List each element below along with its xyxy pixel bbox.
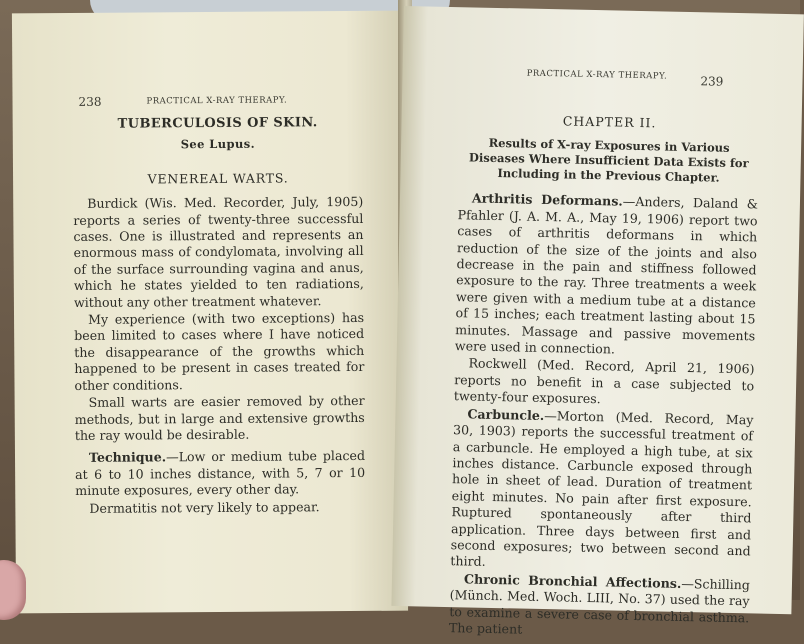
section-subtitle-see-lupus: See Lupus. [180, 137, 256, 152]
right-page-body [449, 111, 760, 643]
entry-carbuncle [450, 406, 753, 576]
left-page-body [73, 115, 366, 517]
entry-chronic-bronchial [449, 571, 750, 643]
entry-arthritis [455, 191, 758, 361]
left-page-number: 238 [78, 94, 102, 109]
chapter-subtitle: Results of X-ray Exposures in Various Diseases Where Insufficient Data Exists for Including in the Previous Chapter. [468, 136, 749, 186]
entry-label: Chronic Bronchial Affections. [463, 571, 682, 591]
section-title-tuberculosis: TUBERCULOSIS OF SKIN. [117, 115, 318, 132]
chapter-title: CHAPTER II. [562, 113, 657, 131]
paragraph-experience: My experience (with two exceptions) has been limited to cases where I have noticed the disappearance of the growths which happened to be present in cases treated for other conditions. [74, 309, 365, 393]
paragraph-technique [75, 448, 365, 499]
paragraph-small-warts: Small warts are easier removed by other methods, but in large and extensive growths the ray would be desirable. [74, 393, 365, 443]
paragraph-burdick: Burdick (Wis. Med. Recorder, July, 1905) reports a series of twenty-three successful cases. One is illustrated and represents an enormous mass of condylomata, involving all of the surface surrounding vagina and anus, which he states yielded to ten radiations, without any other treatment whatever. [73, 194, 364, 310]
technique-label: Technique. [88, 449, 167, 466]
entry-label: Carbuncle. [467, 406, 545, 423]
section-title-venereal-warts: VENEREAL WARTS. [147, 170, 289, 187]
entry-text: —Morton (Med. Record, May 30, 1903) reports the successful treatment of a carbuncle. He employed a high tube, at six inches distance. Carbuncle exposed through hole in sheet of lead. Duration of treatment eight minutes. No pain after first exposure. Ruptured spontaneously after third application. Three days between first and second exposures; two between second and third. [450, 407, 754, 570]
paragraph-dermatitis: Dermatitis not very likely to appear. [89, 498, 320, 516]
right-page [391, 6, 803, 637]
entry-text: Rockwell (Med. Record, April 21, 1906) reports no benefit in a case subjected to twenty-four exposures. [453, 355, 755, 407]
right-running-head: PRACTICAL X-RAY THERAPY. [526, 68, 668, 82]
left-page [12, 11, 408, 614]
entry-text: —Schilling (Münch. Med. Woch. LIII, No. 37) used the ray to examine a severe case of bronchial asthma. The patient [448, 575, 751, 637]
entry-text: —Anders, Daland & Pfahler (J. A. M. A., May 19, 1906) report two cases of arthritis deformans in which reduction of the size of the joints and also decrease in the pain and stiffness followed exposure to the ray. Three treatments a week were given with a medium tube at a distance of 15 inches; each treatment lasting about 15 minutes. Massage and passive movements were used in connection. [454, 194, 759, 357]
entry-rockwell [454, 356, 755, 411]
left-running-head: PRACTICAL X-RAY THERAPY. [146, 95, 288, 107]
right-page-number: 239 [700, 74, 724, 89]
entry-label: Arthritis Deformans. [471, 190, 623, 210]
technique-text: —Low or medium tube placed at 6 to 10 inches distance, with 5, 7 or 10 minute exposures, every other day. [75, 448, 366, 499]
